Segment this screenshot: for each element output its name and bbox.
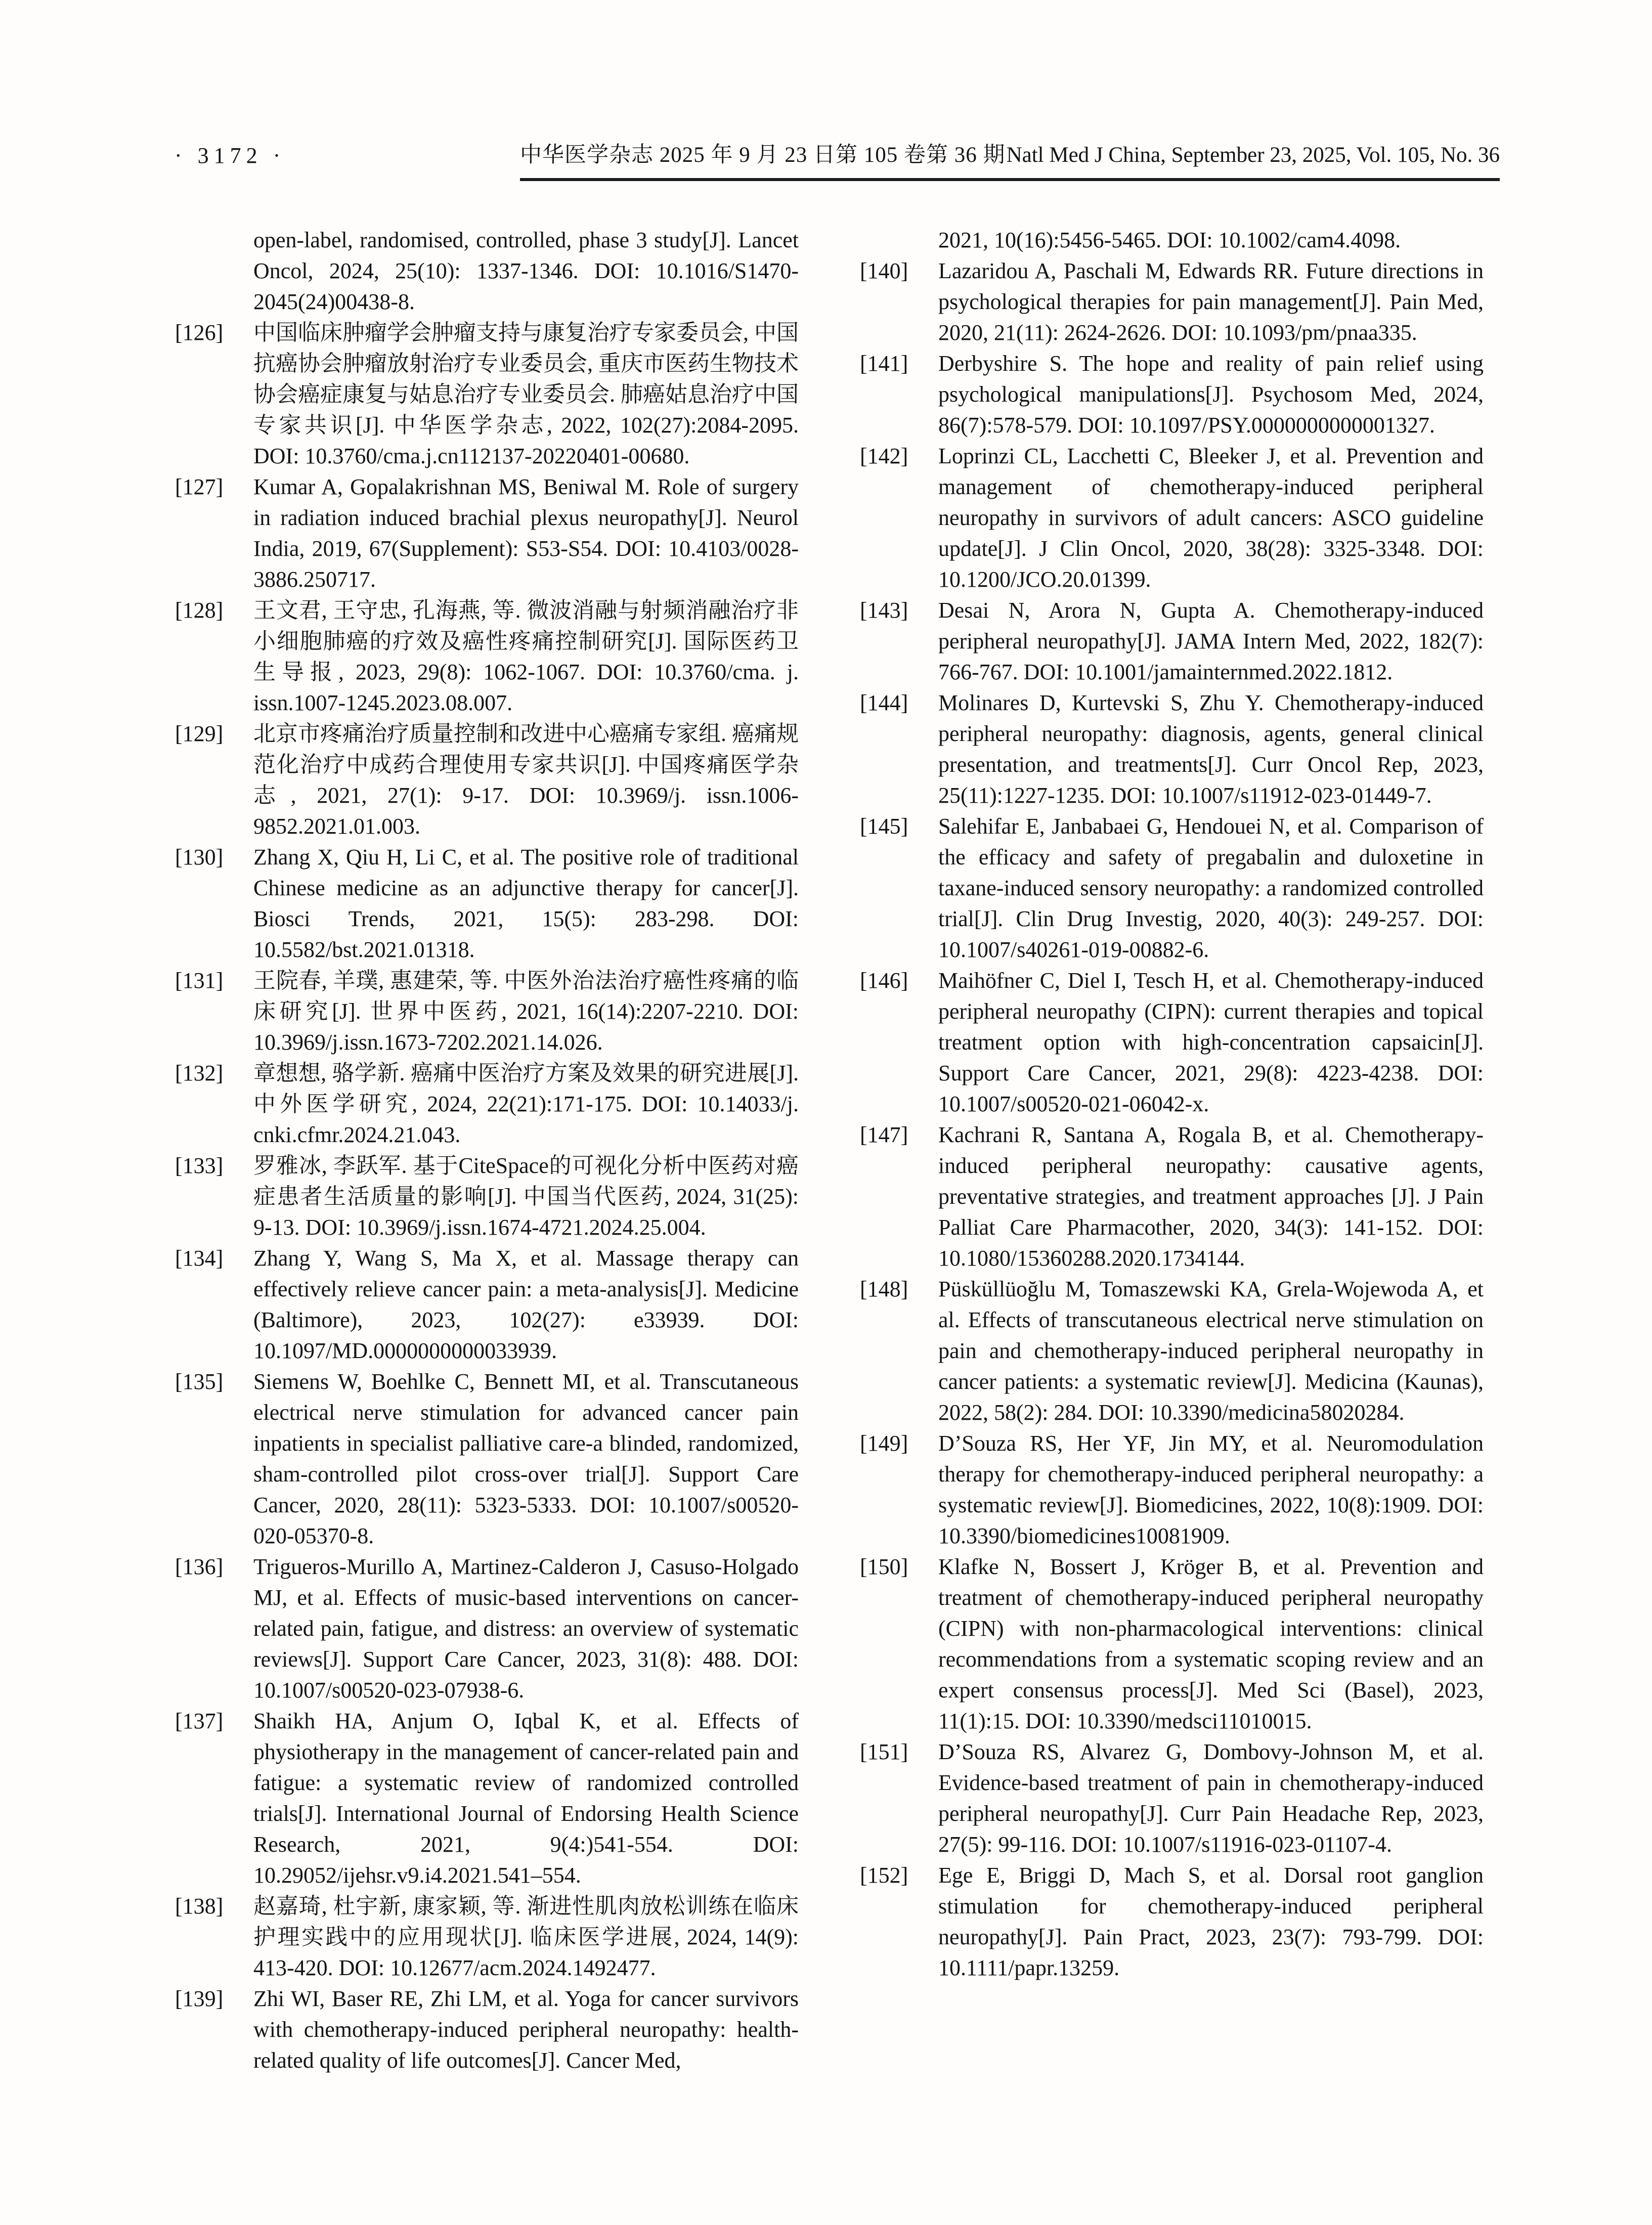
reference-text: 赵嘉琦, 杜宇新, 康家颖, 等. 渐进性肌肉放松训练在临床护理实践中的应用现状[J]. 临床医学进展, 2024, 14(9): 413-420. DOI: 10.12677/acm.2024.1492477. — [253, 1894, 799, 1980]
reference-number: [131] — [175, 968, 224, 993]
reference-item — [860, 1860, 1484, 1983]
reference-item — [860, 225, 1484, 255]
reference-number: [145] — [860, 814, 908, 839]
reference-text: Ege E, Briggi D, Mach S, et al. Dorsal root ganglion stimulation for chemotherapy-induced peripheral neuropathy[J]. Pain Pract, 2023, 23(7): 793-799. DOI: 10.1111/papr.13259. — [938, 1863, 1484, 1980]
reference-item — [860, 595, 1484, 687]
reference-item — [175, 1366, 799, 1551]
reference-item — [175, 225, 799, 317]
reference-item — [860, 1119, 1484, 1274]
reference-number: [134] — [175, 1246, 224, 1271]
reference-number: [141] — [860, 351, 908, 376]
reference-number: [133] — [175, 1153, 224, 1178]
reference-item — [175, 1891, 799, 1983]
reference-item — [175, 718, 799, 842]
reference-text: Kachrani R, Santana A, Rogala B, et al. Chemotherapy-induced peripheral neuropathy: causative agents, preventative strategies, and treatment approaches [J]. J Pain Palliat Care Pharmacother, 2020, 34(3): 141-152. DOI: 10.1080/15360288.2020.1734144. — [938, 1122, 1484, 1271]
reference-number: [132] — [175, 1061, 224, 1085]
reference-text: Zhang X, Qiu H, Li C, et al. The positive role of traditional Chinese medicine as an adjunctive therapy for cancer[J]. Biosci Trends, 2021, 15(5): 283-298. DOI: 10.5582/bst.2021.01318. — [253, 845, 799, 962]
reference-item — [175, 1706, 799, 1891]
reference-item — [175, 965, 799, 1058]
reference-number: [137] — [175, 1709, 224, 1733]
reference-item — [860, 687, 1484, 811]
reference-number: [126] — [175, 320, 224, 345]
reference-item — [860, 255, 1484, 348]
reference-item — [175, 1551, 799, 1706]
reference-text: Lazaridou A, Paschali M, Edwards RR. Future directions in psychological therapies for pain management[J]. Pain Med, 2020, 21(11): 2624-2626. DOI: 10.1093/pm/pnaa335. — [938, 258, 1484, 345]
reference-text: Zhang Y, Wang S, Ma X, et al. Massage therapy can effectively relieve cancer pain: a meta-analysis[J]. Medicine (Baltimore), 2023, 102(27): e33939. DOI: 10.1097/MD.0000000000033939. — [253, 1246, 799, 1363]
reference-text: 章想想, 骆学新. 癌痛中医治疗方案及效果的研究进展[J]. 中外医学研究, 2024, 22(21):171-175. DOI: 10.14033/j. cnki.cfmr.2024.21.043. — [253, 1061, 799, 1147]
reference-item — [175, 317, 799, 471]
reference-item — [860, 811, 1484, 965]
reference-number: [142] — [860, 444, 908, 468]
reference-text: open-label, randomised, controlled, phase 3 study[J]. Lancet Oncol, 2024, 25(10): 1337-1346. DOI: 10.1016/S1470-2045(24)00438-8. — [253, 228, 799, 314]
reference-number: [152] — [860, 1863, 908, 1888]
reference-text: Klafke N, Bossert J, Kröger B, et al. Prevention and treatment of chemotherapy-induced peripheral neuropathy (CIPN) with non-pharmacological interventions: clinical recommendations from a systematic scoping review and an expert consensus process[J]. Med Sci (Basel), 2023, 11(1):15. DOI: 10.3390/medsci11010015. — [938, 1554, 1484, 1733]
reference-number: [129] — [175, 721, 224, 746]
reference-item — [860, 965, 1484, 1119]
reference-item — [175, 1150, 799, 1243]
journal-title-chinese: 中华医学杂志 2025 年 9 月 23 日第 105 卷第 36 期 — [520, 143, 1006, 167]
reference-number: [138] — [175, 1894, 224, 1918]
journal-header-line — [520, 142, 1500, 169]
reference-text: 2021, 10(16):5456-5465. DOI: 10.1002/cam4.4098. — [938, 228, 1401, 252]
reference-text: D’Souza RS, Alvarez G, Dombovy-Johnson M, et al. Evidence-based treatment of pain in chemotherapy-induced peripheral neuropathy[J]. Curr Pain Headache Rep, 2023, 27(5): 99-116. DOI: 10.1007/s11916-023-01107-4. — [938, 1739, 1484, 1857]
reference-text: 罗雅冰, 李跃军. 基于CiteSpace的可视化分析中医药对癌症患者生活质量的影响[J]. 中国当代医药, 2024, 31(25): 9-13. DOI: 10.3969/j.issn.1674-4721.2024.25.004. — [253, 1153, 799, 1240]
reference-text: Püsküllüoğlu M, Tomaszewski KA, Grela-Wojewoda A, et al. Effects of transcutaneous electrical nerve stimulation on pain and chemotherapy-induced peripheral neuropathy in cancer patients: a systematic review[J]. Medicina (Kaunas), 2022, 58(2): 284. DOI: 10.3390/medicina58020284. — [938, 1277, 1484, 1425]
reference-item — [175, 1243, 799, 1366]
reference-text: Salehifar E, Janbabaei G, Hendouei N, et al. Comparison of the efficacy and safety of pregabalin and duloxetine in taxane-induced sensory neuropathy: a randomized controlled trial[J]. Clin Drug Investig, 2020, 40(3): 249-257. DOI: 10.1007/s40261-019-00882-6. — [938, 814, 1484, 962]
reference-number: [151] — [860, 1739, 908, 1764]
reference-item — [175, 842, 799, 965]
reference-number: [150] — [860, 1554, 908, 1579]
reference-text: Molinares D, Kurtevski S, Zhu Y. Chemotherapy-induced peripheral neuropathy: diagnosis, agents, general clinical presentation, and treatments[J]. Curr Oncol Rep, 2023, 25(11):1227-1235. DOI: 10.1007/s11912-023-01449-7. — [938, 690, 1484, 808]
reference-item — [860, 1551, 1484, 1736]
reference-item — [175, 1058, 799, 1150]
reference-item — [860, 1736, 1484, 1860]
reference-number: [127] — [175, 474, 224, 499]
reference-text: Zhi WI, Baser RE, Zhi LM, et al. Yoga for cancer survivors with chemotherapy-induced peripheral neuropathy: health-related quality of life outcomes[J]. Cancer Med, — [253, 1986, 799, 2073]
reference-number: [147] — [860, 1122, 908, 1147]
reference-text: Trigueros-Murillo A, Martinez-Calderon J, Casuso-Holgado MJ, et al. Effects of music-based interventions on cancer-related pain, fatigue, and distress: an overview of systematic reviews[J]. Support Care Cancer, 2023, 31(8): 488. DOI: 10.1007/s00520-023-07938-6. — [253, 1554, 799, 1703]
journal-title-english: Natl Med J China, September 23, 2025, Vol. 105, No. 36 — [1006, 143, 1500, 167]
references-right-column — [860, 225, 1484, 1983]
reference-text: 北京市疼痛治疗质量控制和改进中心癌痛专家组. 癌痛规范化治疗中成药合理使用专家共识[J]. 中国疼痛医学杂志, 2021, 27(1): 9-17. DOI: 10.3969/j. issn.1006-9852.2021.01.003. — [253, 721, 799, 839]
reference-item — [860, 348, 1484, 441]
reference-text: 中国临床肿瘤学会肿瘤支持与康复治疗专家委员会, 中国抗癌协会肿瘤放射治疗专业委员会, 重庆市医药生物技术协会癌症康复与姑息治疗专业委员会. 肺癌姑息治疗中国专家共识[J]. 中华医学杂志, 2022, 102(27):2084-2095. DOI: 10.3760/cma.j.cn112137-20220401-00680. — [253, 320, 799, 468]
reference-text: D’Souza RS, Her YF, Jin MY, et al. Neuromodulation therapy for chemotherapy-induced peripheral neuropathy: a systematic review[J]. Biomedicines, 2022, 10(8):1909. DOI: 10.3390/biomedicines10081909. — [938, 1431, 1484, 1548]
reference-text: 王文君, 王守忠, 孔海燕, 等. 微波消融与射频消融治疗非小细胞肺癌的疗效及癌性疼痛控制研究[J]. 国际医药卫生导报, 2023, 29(8): 1062-1067. DOI: 10.3760/cma. j. issn.1007-1245.2023.08.007. — [253, 598, 799, 715]
reference-text: Derbyshire S. The hope and reality of pain relief using psychological manipulations[J]. Psychosom Med, 2024, 86(7):578-579. DOI: 10.1097/PSY.0000000000001327. — [938, 351, 1484, 438]
reference-item — [860, 1428, 1484, 1551]
reference-number: [136] — [175, 1554, 224, 1579]
reference-number: [130] — [175, 845, 224, 869]
reference-item — [175, 595, 799, 718]
reference-number: [149] — [860, 1431, 908, 1456]
reference-number: [148] — [860, 1277, 908, 1301]
reference-number: [144] — [860, 690, 908, 715]
header-rule — [520, 178, 1500, 181]
page-number: · 3172 · — [175, 143, 286, 168]
reference-text: Kumar A, Gopalakrishnan MS, Beniwal M. Role of surgery in radiation induced brachial plexus neuropathy[J]. Neurol India, 2019, 67(Supplement): S53-S54. DOI: 10.4103/0028-3886.250717. — [253, 474, 799, 592]
reference-number: [143] — [860, 598, 908, 623]
reference-number: [146] — [860, 968, 908, 993]
reference-text: Desai N, Arora N, Gupta A. Chemotherapy-induced peripheral neuropathy[J]. JAMA Intern Med, 2022, 182(7): 766-767. DOI: 10.1001/jamainternmed.2022.1812. — [938, 598, 1484, 684]
reference-text: Siemens W, Boehlke C, Bennett MI, et al. Transcutaneous electrical nerve stimulation for advanced cancer pain inpatients in specialist palliative care-a blinded, randomized, sham-controlled pilot cross-over trial[J]. Support Care Cancer, 2020, 28(11): 5323-5333. DOI: 10.1007/s00520-020-05370-8. — [253, 1369, 799, 1548]
reference-item — [175, 1983, 799, 2076]
reference-item — [175, 471, 799, 595]
references-left-column — [175, 225, 799, 2076]
reference-item — [860, 441, 1484, 595]
reference-number: [128] — [175, 598, 224, 623]
reference-text: Shaikh HA, Anjum O, Iqbal K, et al. Effects of physiotherapy in the management of cancer-related pain and fatigue: a systematic review of randomized controlled trials[J]. International Journal of Endorsing Health Science Research, 2021, 9(4:)541-554. DOI: 10.29052/ijehsr.v9.i4.2021.541–554. — [253, 1709, 799, 1888]
reference-text: Maihöfner C, Diel I, Tesch H, et al. Chemotherapy-induced peripheral neuropathy (CIPN): current therapies and topical treatment option with high-concentration capsaicin[J]. Support Care Cancer, 2021, 29(8): 4223-4238. DOI: 10.1007/s00520-021-06042-x. — [938, 968, 1484, 1116]
reference-item — [860, 1274, 1484, 1428]
reference-number: [135] — [175, 1369, 224, 1394]
reference-number: [139] — [175, 1986, 224, 2011]
reference-number: [140] — [860, 258, 908, 283]
reference-text: 王院春, 羊璞, 惠建荣, 等. 中医外治法治疗癌性疼痛的临床研究[J]. 世界中医药, 2021, 16(14):2207-2210. DOI: 10.3969/j.issn.1673-7202.2021.14.026. — [253, 968, 799, 1055]
reference-text: Loprinzi CL, Lacchetti C, Bleeker J, et al. Prevention and management of chemotherapy-induced peripheral neuropathy in survivors of adult cancers: ASCO guideline update[J]. J Clin Oncol, 2020, 38(28): 3325-3348. DOI: 10.1200/JCO.20.01399. — [938, 444, 1484, 592]
